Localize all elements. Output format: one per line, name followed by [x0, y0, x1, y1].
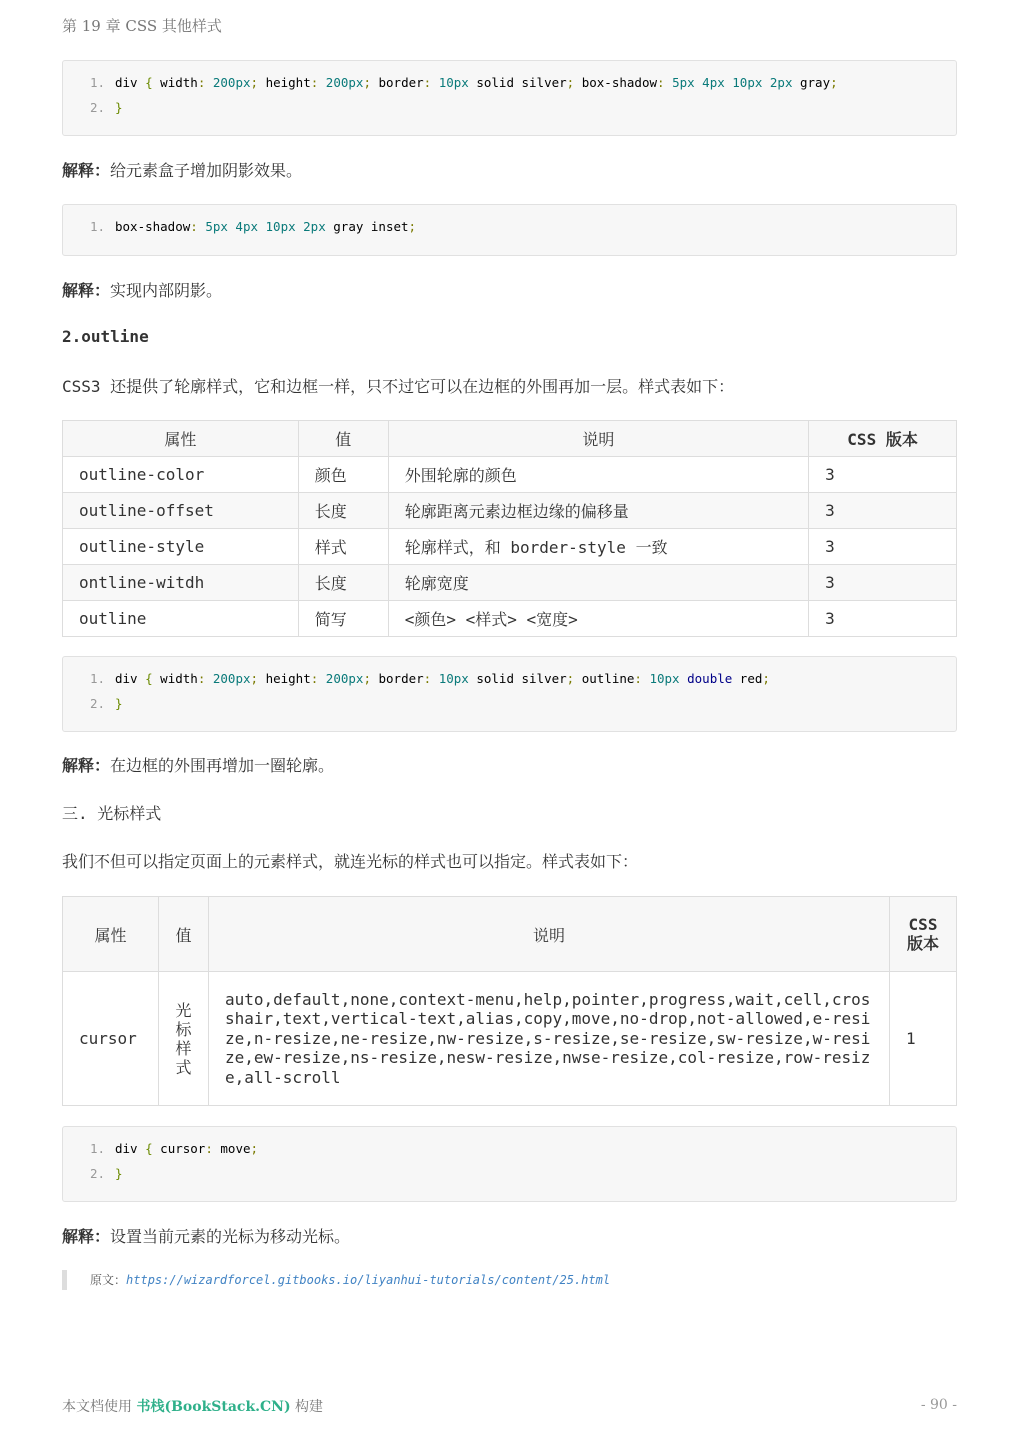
table-header-cell: 值: [298, 421, 388, 457]
code-token: 5px 4px 10px 2px: [205, 219, 326, 234]
code-line: [63, 694, 956, 719]
code-token: solid silver: [468, 75, 567, 90]
note-label: 解释：: [62, 756, 111, 775]
outline-properties-table: [62, 420, 957, 637]
page-number: - 90 -: [920, 1397, 957, 1413]
code-token: height: [265, 671, 311, 686]
note-text: 设置当前元素的光标为移动光标。: [110, 1227, 351, 1246]
line-number: 1.: [89, 75, 105, 90]
code-line: [63, 1139, 956, 1164]
code-token: box-shadow: [115, 219, 191, 234]
source-link[interactable]: https://wizardforcel.gitbooks.io/liyanhui-tutorials/content/25.html: [126, 1273, 611, 1287]
code-token: box-shadow: [581, 75, 657, 90]
code-token: red: [732, 671, 763, 686]
code-token: 10px: [438, 671, 469, 686]
code-token: ;: [830, 75, 838, 90]
code-token: ;: [250, 1141, 259, 1156]
table-cell: outline-style: [63, 529, 299, 565]
table-cell: 3: [809, 457, 957, 493]
table-header-row: [63, 421, 957, 457]
code-token: :: [423, 671, 439, 686]
line-number: 1.: [89, 219, 105, 234]
code-token: :: [657, 75, 673, 90]
code-token: ;: [408, 219, 417, 234]
table-cell: 3: [809, 565, 957, 601]
table-header-cell: CSS 版本: [809, 421, 957, 457]
code-token: width: [160, 671, 198, 686]
code-token: 200px: [212, 671, 251, 686]
table-cell: 1: [890, 972, 957, 1106]
line-number: 2.: [89, 1166, 105, 1181]
code-token: move: [220, 1141, 251, 1156]
table-cell: outline-color: [63, 457, 299, 493]
table-cell: 轮廓距离元素边框边缘的偏移量: [388, 493, 808, 529]
table-cell: 简写: [298, 601, 388, 637]
table-cell: 3: [809, 529, 957, 565]
table-header-cell: 说明: [388, 421, 808, 457]
table-cell: 长度: [298, 493, 388, 529]
code-token: border: [378, 671, 424, 686]
footer-suffix: 构建: [290, 1399, 324, 1415]
table-header-cell: 值: [158, 897, 208, 972]
table-cell: outline-offset: [63, 493, 299, 529]
table-cell: 外围轮廓的颜色: [388, 457, 808, 493]
line-number: 2.: [89, 696, 105, 711]
code-token: :: [190, 219, 206, 234]
table-header-cell: 属性: [63, 897, 159, 972]
note-paragraph: [62, 1224, 350, 1247]
code-block: [62, 204, 957, 256]
code-token: :: [197, 75, 213, 90]
table-cell: 光标样式: [158, 972, 208, 1106]
code-token: gray inset: [325, 219, 409, 234]
code-token: ;: [762, 671, 770, 686]
code-token: double: [679, 671, 733, 686]
table-cell: <颜色> <样式> <宽度>: [388, 601, 808, 637]
code-token: border: [378, 75, 424, 90]
table-cell: cursor: [63, 972, 159, 1106]
code-token: 200px: [325, 75, 364, 90]
code-token: {: [145, 671, 161, 686]
code-token: 10px: [649, 671, 680, 686]
source-label: 原文：: [90, 1273, 127, 1287]
line-number: 1.: [89, 1141, 105, 1156]
table-cell: 颜色: [298, 457, 388, 493]
code-token: }: [115, 100, 123, 115]
code-line: [63, 669, 956, 694]
table-cell: 3: [809, 601, 957, 637]
section-intro: 我们不但可以指定页面上的元素样式，就连光标的样式也可以指定。样式表如下：: [62, 852, 639, 871]
code-token: div: [115, 75, 146, 90]
table-row: [63, 601, 957, 637]
cursor-properties-table: [62, 896, 957, 1106]
code-token: width: [160, 75, 198, 90]
code-token: ;: [566, 75, 582, 90]
note-label: 解释：: [62, 281, 111, 300]
code-token: height: [265, 75, 311, 90]
note-paragraph: [62, 278, 222, 301]
table-cell: outline: [63, 601, 299, 637]
code-line: [63, 73, 956, 98]
code-token: div: [115, 1141, 146, 1156]
note-text: 实现内部阴影。: [110, 281, 223, 300]
code-line: [63, 217, 956, 242]
code-token: 10px: [438, 75, 469, 90]
table-header-cell: 说明: [208, 897, 889, 972]
section-intro: CSS3 还提供了轮廓样式，它和边框一样，只不过它可以在边框的外围再加一层。样式表如下：: [62, 377, 735, 396]
code-token: :: [310, 75, 326, 90]
note-text: 给元素盒子增加阴影效果。: [110, 161, 303, 180]
table-header-row: [63, 897, 957, 972]
table-row: [63, 493, 957, 529]
code-token: ;: [363, 75, 379, 90]
table-cell: auto,default,none,context-menu,help,pointer,progress,wait,cell,crosshair,text,vertical-text,alias,copy,move,no-drop,not-allowed,e-resize,n-resize,ne-resize,nw-resize,s-resize,se-resize,sw-resize,w-resize,ew-resize,ns-resize,nesw-resize,nwse-resize,col-resize,row-resize,all-scroll: [208, 972, 889, 1106]
code-line: [63, 98, 956, 123]
table-cell: 轮廓宽度: [388, 565, 808, 601]
code-block: [62, 1126, 957, 1202]
code-token: :: [423, 75, 439, 90]
note-label: 解释：: [62, 161, 111, 180]
footer-credit: [62, 1396, 323, 1416]
code-token: 200px: [325, 671, 364, 686]
code-token: }: [115, 1166, 123, 1181]
table-row: [63, 457, 957, 493]
code-token: solid silver: [468, 671, 567, 686]
table-cell: 样式: [298, 529, 388, 565]
code-block: [62, 60, 957, 136]
table-header-cell: 属性: [63, 421, 299, 457]
footer-prefix: 本文档使用: [62, 1399, 137, 1415]
footer-brand-link[interactable]: 书栈(BookStack.CN): [136, 1399, 291, 1415]
note-paragraph: [62, 158, 302, 181]
table-cell: 3: [809, 493, 957, 529]
table-row: [63, 529, 957, 565]
table-header-cell: CSS 版本: [890, 897, 957, 972]
code-token: ;: [363, 671, 379, 686]
code-token: :: [205, 1141, 221, 1156]
code-token: div: [115, 671, 146, 686]
code-token: gray: [792, 75, 831, 90]
code-token: {: [145, 1141, 161, 1156]
table-cell: 轮廓样式，和 border-style 一致: [388, 529, 808, 565]
code-token: ;: [566, 671, 582, 686]
code-token: :: [634, 671, 650, 686]
code-token: :: [197, 671, 213, 686]
line-number: 1.: [89, 671, 105, 686]
code-token: {: [145, 75, 161, 90]
table-row: [63, 565, 957, 601]
table-row: [63, 972, 957, 1106]
code-token: ;: [250, 671, 266, 686]
code-token: outline: [581, 671, 635, 686]
code-token: }: [115, 696, 123, 711]
code-token: 200px: [212, 75, 251, 90]
line-number: 2.: [89, 100, 105, 115]
note-label: 解释：: [62, 1227, 111, 1246]
table-cell: 长度: [298, 565, 388, 601]
code-block: [62, 656, 957, 732]
code-token: cursor: [160, 1141, 206, 1156]
code-token: :: [310, 671, 326, 686]
section-heading: 2.outline: [62, 327, 149, 346]
code-token: ;: [250, 75, 266, 90]
note-paragraph: [62, 753, 334, 776]
table-cell: ontline-witdh: [63, 565, 299, 601]
code-line: [63, 1164, 956, 1189]
section-heading: 三. 光标样式: [62, 804, 162, 823]
code-token: 5px 4px 10px 2px: [672, 75, 793, 90]
chapter-header: 第 19 章 CSS 其他样式: [62, 17, 222, 35]
source-quote: [62, 1270, 610, 1290]
note-text: 在边框的外围再增加一圈轮廓。: [110, 756, 335, 775]
